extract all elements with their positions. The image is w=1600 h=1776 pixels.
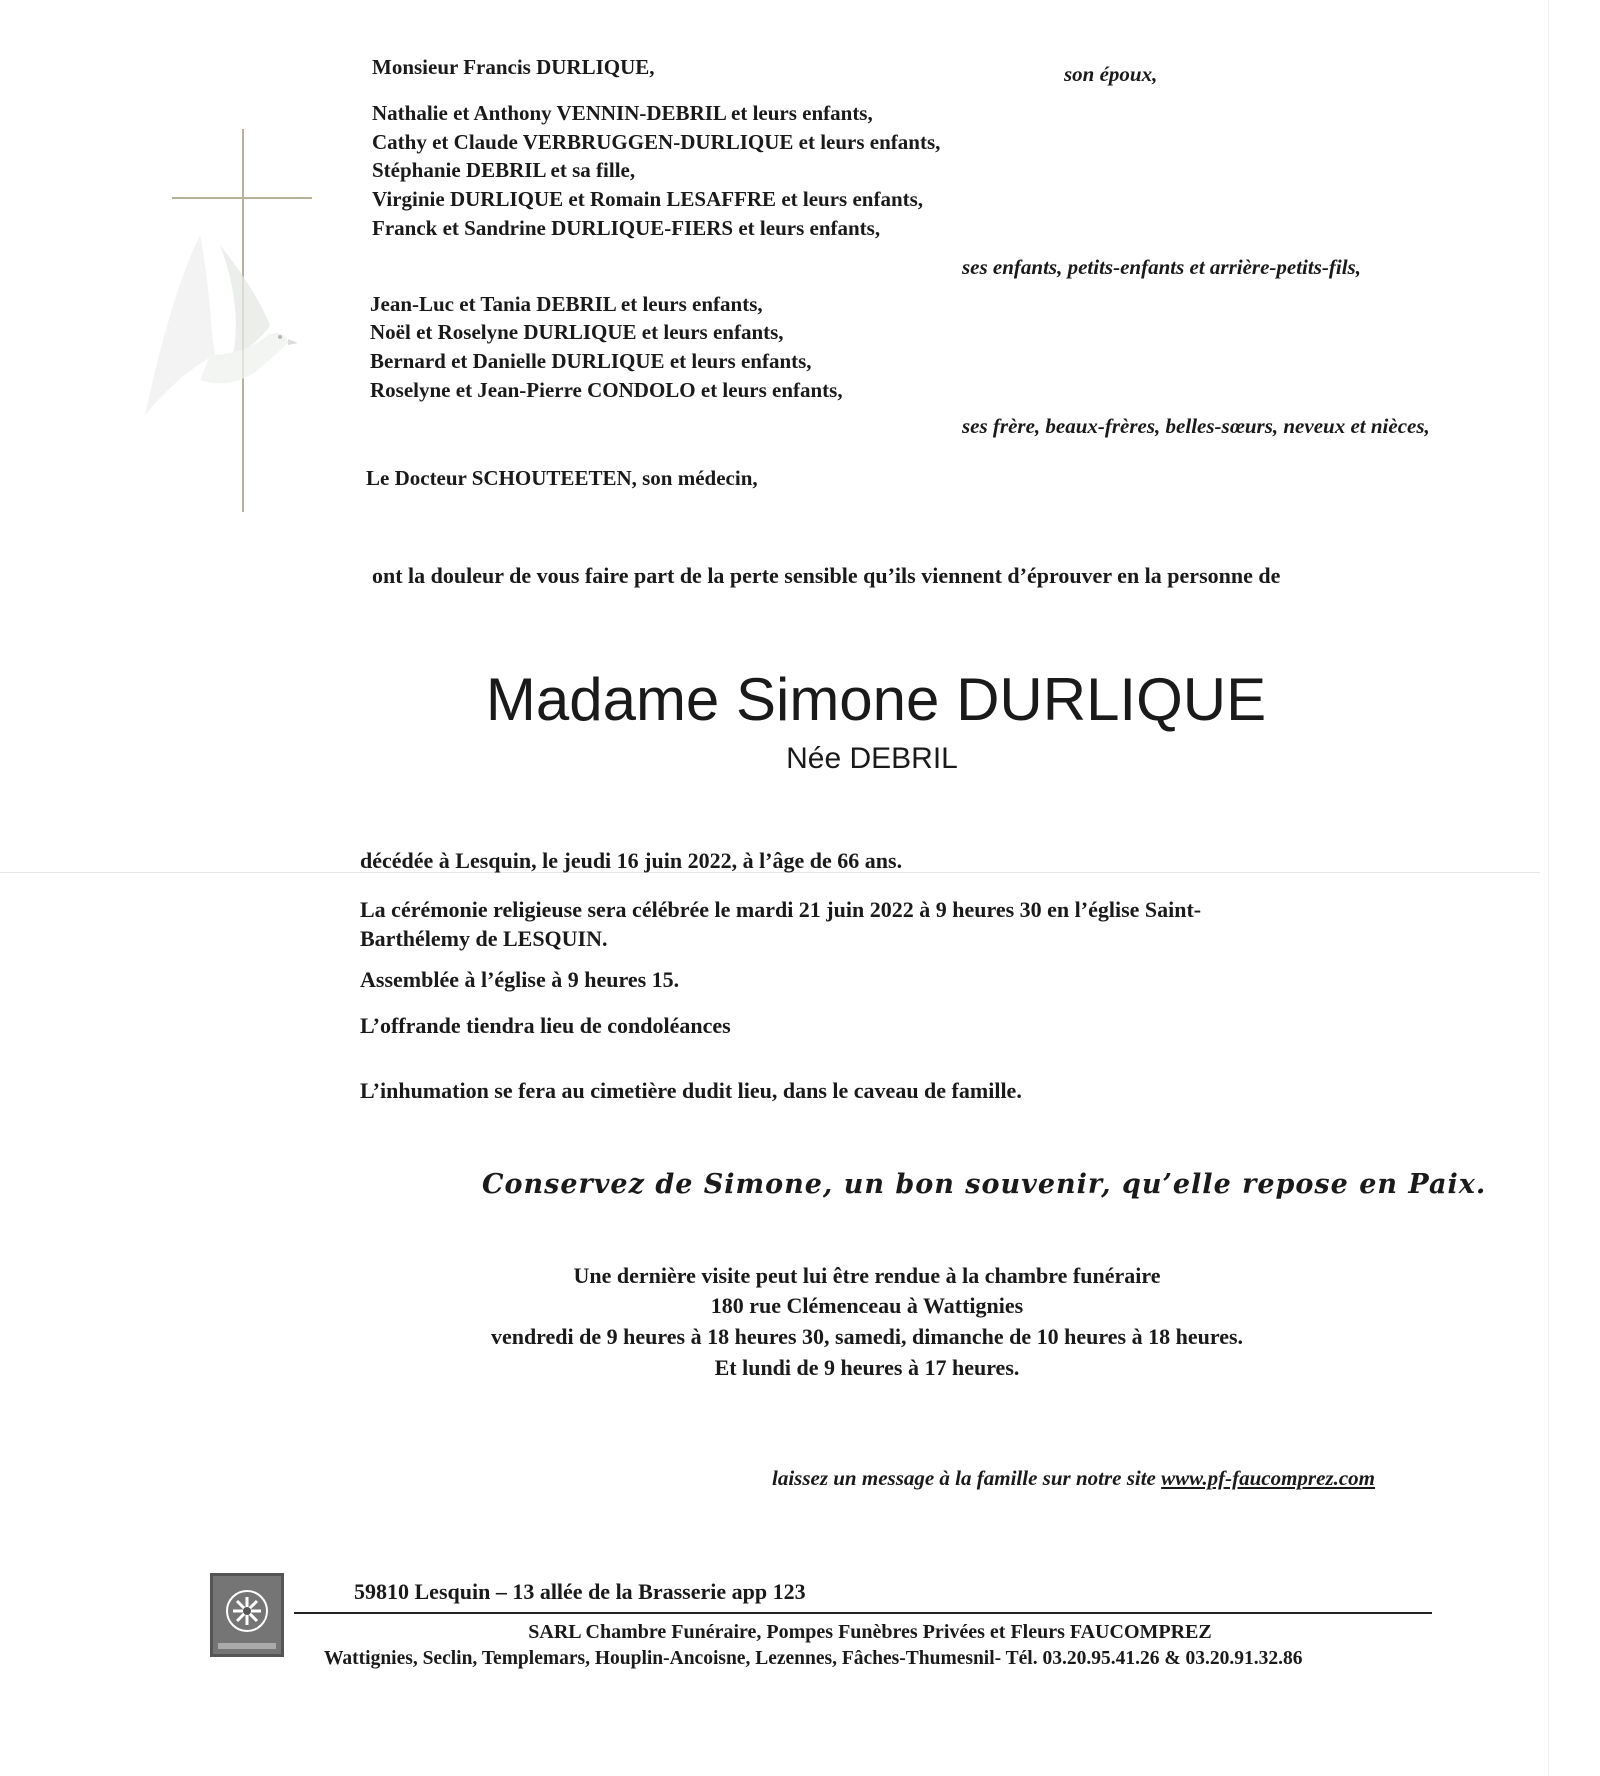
ceremony-line: Barthélemy de LESQUIN.	[360, 926, 608, 951]
cross-horizontal	[172, 197, 312, 199]
sibling-line: Bernard et Danielle DURLIQUE et leurs enfants,	[370, 349, 812, 373]
child-line: Stéphanie DEBRIL et sa fille,	[372, 158, 636, 182]
footer-locations: Wattignies, Seclin, Templemars, Houplin-Ancoisne, Lezennes, Fâches-Thumesnil- Tél. 03.20.95.41.26 & 03.20.91.32.86	[324, 1648, 1303, 1669]
cross-dove-illustration	[140, 125, 320, 520]
children-role: ses enfants, petits-enfants et arrière-petits-fils,	[962, 255, 1361, 279]
dove-icon	[145, 235, 298, 415]
child-line: Cathy et Claude VERBRUGGEN-DURLIQUE et leurs enfants,	[372, 130, 941, 154]
burial-line: L’inhumation se fera au cimetière dudit lieu, dans le caveau de famille.	[360, 1078, 1022, 1103]
siblings-role: ses frère, beaux-frères, belles-sœurs, neveux et nièces,	[962, 414, 1430, 438]
husband-role: son époux,	[1064, 62, 1158, 86]
assembly-line: Assemblée à l’église à 9 heures 15.	[360, 967, 680, 992]
sibling-line: Roselyne et Jean-Pierre CONDOLO et leurs enfants,	[370, 378, 843, 402]
footer-divider	[294, 1612, 1432, 1614]
child-line: Nathalie et Anthony VENNIN-DEBRIL et leurs enfants,	[372, 101, 873, 125]
website-link[interactable]: www.pf-faucomprez.com	[1161, 1466, 1376, 1490]
visit-line: vendredi de 9 heures à 18 heures 30, samedi, dimanche de 10 heures à 18 heures.	[490, 1324, 1244, 1349]
child-line: Franck et Sandrine DURLIQUE-FIERS et leurs enfants,	[372, 216, 881, 240]
death-line: décédée à Lesquin, le jeudi 16 juin 2022, à l’âge de 66 ans.	[360, 848, 903, 873]
signature-message: Conservez de Simone, un bon souvenir, qu’elle repose en Paix.	[482, 1169, 1487, 1200]
husband-line: Monsieur Francis DURLIQUE,	[372, 55, 655, 79]
ceremony-line: La cérémonie religieuse sera célébrée le mardi 21 juin 2022 à 9 heures 30 en l’église Saint-	[360, 897, 1202, 922]
child-line: Virginie DURLIQUE et Romain LESAFFRE et leurs enfants,	[372, 187, 924, 211]
offering-line: L’offrande tiendra lieu de condoléances	[360, 1013, 731, 1038]
company-emblem-icon	[210, 1573, 284, 1657]
announcement: ont la douleur de vous faire part de la perte sensible qu’ils viennent d’éprouver en la personne de	[372, 563, 1281, 588]
doctor-line: Le Docteur SCHOUTEETEN, son médecin,	[366, 466, 758, 490]
visit-line: 180 rue Clémenceau à Wattignies	[710, 1293, 1024, 1318]
sibling-line: Noël et Roselyne DURLIQUE et leurs enfants,	[370, 320, 784, 344]
footer-address: 59810 Lesquin – 13 allée de la Brasserie app 123	[354, 1579, 806, 1604]
deceased-name: Madame Simone DURLIQUE	[485, 666, 1267, 733]
sibling-line: Jean-Luc et Tania DEBRIL et leurs enfants,	[370, 292, 763, 316]
online-message-text: laissez un message à la famille sur notre site	[772, 1466, 1156, 1490]
visit-line: Et lundi de 9 heures à 17 heures.	[714, 1355, 1020, 1380]
footer-company: SARL Chambre Funéraire, Pompes Funèbres Privées et Fleurs FAUCOMPREZ	[528, 1621, 1212, 1643]
deceased-maiden-name: Née DEBRIL	[786, 742, 958, 775]
online-message	[772, 1466, 1375, 1491]
scan-edge	[1548, 0, 1549, 1776]
visit-line: Une dernière visite peut lui être rendue à la chambre funéraire	[573, 1263, 1161, 1288]
